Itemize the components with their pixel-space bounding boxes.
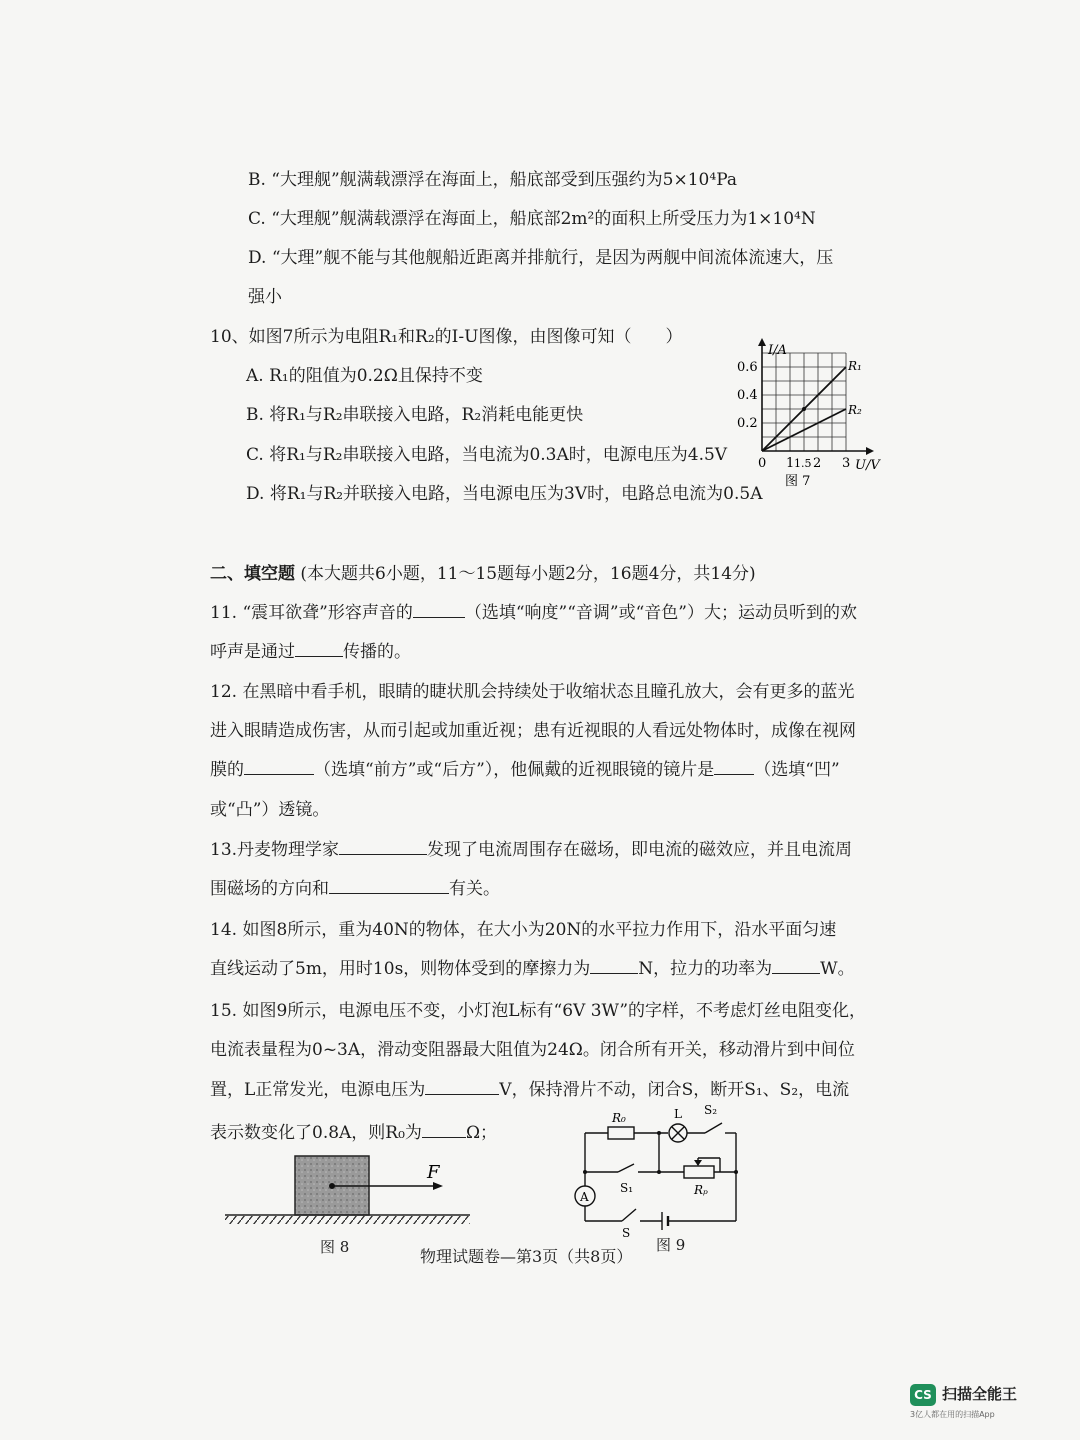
- scanner-tagline: 3亿人都在用的扫描App: [910, 1410, 995, 1419]
- scanner-logo-icon: CS: [910, 1384, 936, 1406]
- q12-blank-2[interactable]: [714, 758, 754, 775]
- section-2-note: (本大题共6小题，11～15题每小题2分，16题4分，共14分): [300, 564, 756, 584]
- q15-line2: 电流表量程为0~3A，滑动变阻器最大阻值为24Ω。闭合所有开关，移动滑片到中间位: [210, 1040, 855, 1060]
- rp-label: Rₚ: [694, 1183, 708, 1197]
- q10-option-a: A. R₁的阻值为0.2Ω且保持不变: [246, 366, 483, 386]
- q10-option-b: B. 将R₁与R₂串联接入电路，R₂消耗电能更快: [246, 405, 584, 425]
- r0-label: R₀: [612, 1111, 626, 1125]
- q15-text-b: V，保持滑片不动，闭合S，断开S₁、S₂，电流: [499, 1080, 850, 1100]
- s-switch: [622, 1209, 636, 1221]
- y-axis-label: I/A: [768, 343, 787, 358]
- ammeter-label: A: [580, 1190, 589, 1204]
- page-footer: 物理试题卷—第3页（共8页）: [420, 1247, 633, 1266]
- q15-line3: [210, 1078, 849, 1102]
- q14-text-a: 直线运动了5m，用时10s，则物体受到的摩擦力为: [210, 959, 591, 979]
- q14-line1: 14. 如图8所示，重为40N的物体，在大小为20N的水平拉力作用下，沿水平面匀速: [210, 920, 837, 940]
- q10-stem: 10、如图7所示为电阻R₁和R₂的I-U图像，由图像可知（ ）: [210, 327, 683, 347]
- q15-text-d: Ω；: [465, 1123, 498, 1143]
- scanner-app-name: 扫描全能王: [942, 1385, 1018, 1403]
- r2-label: R₂: [848, 403, 862, 417]
- q12-line2: 进入眼睛造成伤害，从而引起或加重近视；患有近视眼的人看远处物体时，成像在视网: [210, 721, 856, 741]
- figure-8-caption: 图 8: [320, 1238, 350, 1256]
- q14-text-b: N，拉力的功率为: [638, 959, 773, 979]
- q9-option-d-line2: 强小: [248, 287, 282, 307]
- q15-line1: 15. 如图9所示，电源电压不变，小灯泡L标有“6V 3W”的字样，不考虑灯丝电阻变化，: [210, 1001, 867, 1021]
- q11-line1: [210, 601, 857, 625]
- r0-resistor: [608, 1127, 634, 1139]
- figure-7-caption: 图 7: [785, 474, 811, 489]
- q12-text-a: 膜的: [210, 760, 244, 780]
- q15-blank-2[interactable]: [422, 1121, 466, 1138]
- figure-7-iu-graph: [735, 338, 895, 493]
- s1-switch: [618, 1164, 634, 1172]
- q12-line4: 或“凸”）透镜。: [210, 800, 330, 820]
- q13-text-c: 围磁场的方向和: [210, 879, 329, 899]
- q11-text-d: 传播的。: [343, 642, 411, 662]
- q15-text-a: 置，L正常发光，电源电压为: [210, 1080, 426, 1100]
- s2-label: S₂: [704, 1103, 718, 1117]
- figure-9-circuit: [570, 1100, 755, 1240]
- q9-option-b: B. “大理舰”舰满载漂浮在海面上，船底部受到压强约为5×10⁴Pa: [248, 170, 737, 190]
- q14-line2: [210, 957, 855, 981]
- x-tick-0: 0: [758, 456, 767, 471]
- q12-line3: [210, 758, 840, 782]
- x-tick-1.5: 1.5: [794, 457, 812, 470]
- q9-option-d-line1: D. “大理”舰不能与其他舰船近距离并排航行，是因为两舰中间流体流速大，压: [248, 248, 834, 268]
- q9-option-c: C. “大理舰”舰满载漂浮在海面上，船底部2m²的面积上所受压力为1×10⁴N: [248, 209, 816, 229]
- x-axis-label: U/V: [855, 458, 880, 473]
- force-label: F: [427, 1162, 440, 1183]
- q13-line1: [210, 838, 852, 862]
- s2-switch: [705, 1123, 722, 1133]
- scanner-watermark: [910, 1382, 1028, 1422]
- q14-text-c: W。: [820, 959, 855, 979]
- q11-text-a: 11. “震耳欲聋”形容声音的: [210, 603, 413, 623]
- q12-blank-1[interactable]: [244, 758, 314, 775]
- section-2-heading: [210, 562, 756, 586]
- q13-text-b: 发现了电流周围存在磁场，即电流的磁效应，并且电流周: [427, 840, 853, 860]
- q14-blank-1[interactable]: [590, 957, 638, 974]
- q12-text-c: （选填“凹”: [754, 760, 840, 780]
- q13-blank-1[interactable]: [339, 838, 427, 855]
- q14-blank-2[interactable]: [772, 957, 820, 974]
- figure-9-caption: 图 9: [656, 1236, 686, 1254]
- q13-line2: [210, 877, 500, 901]
- q11-text-c: 呼声是通过: [210, 642, 295, 662]
- x-tick-3: 3: [842, 456, 851, 471]
- q11-blank-2[interactable]: [295, 640, 343, 657]
- q12-text-b: （选填“前方”或“后方”），他佩戴的近视眼镜的镜片是: [314, 760, 715, 780]
- q13-text-a: 13.丹麦物理学家: [210, 840, 340, 860]
- q11-blank-1[interactable]: [413, 601, 465, 618]
- rp-resistor: [684, 1166, 714, 1178]
- q11-text-b: （选填“响度”“音调”或“音色”）大；运动员听到的欢: [464, 603, 857, 623]
- ground-hatch: [225, 1216, 470, 1224]
- x-tick-2: 2: [813, 456, 822, 471]
- q15-blank-1[interactable]: [425, 1078, 499, 1095]
- q13-text-d: 有关。: [449, 879, 500, 899]
- q12-line1: 12. 在黑暗中看手机，眼睛的睫状肌会持续处于收缩状态且瞳孔放大，会有更多的蓝光: [210, 682, 855, 702]
- y-tick-0.4: 0.4: [737, 388, 758, 403]
- x-tick-1: 1: [786, 456, 795, 471]
- section-2-title: 二、填空题: [210, 564, 295, 584]
- q15-line4: [210, 1121, 497, 1145]
- r1-label: R₁: [848, 359, 862, 373]
- q10-option-c: C. 将R₁与R₂串联接入电路，当电流为0.3A时，电源电压为4.5V: [246, 445, 728, 465]
- y-tick-0.6: 0.6: [737, 360, 758, 375]
- q15-text-c: 表示数变化了0.8A，则R₀为: [210, 1123, 422, 1143]
- s1-label: S₁: [620, 1181, 634, 1195]
- figure-8-block-diagram: [225, 1150, 475, 1230]
- q10-option-d: D. 将R₁与R₂并联接入电路，当电源电压为3V时，电路总电流为0.5A: [246, 484, 763, 504]
- s-label: S: [622, 1226, 631, 1240]
- q11-line2: [210, 640, 411, 664]
- lamp-label: L: [674, 1107, 682, 1121]
- q13-blank-2[interactable]: [329, 877, 449, 894]
- y-tick-0.2: 0.2: [737, 416, 758, 431]
